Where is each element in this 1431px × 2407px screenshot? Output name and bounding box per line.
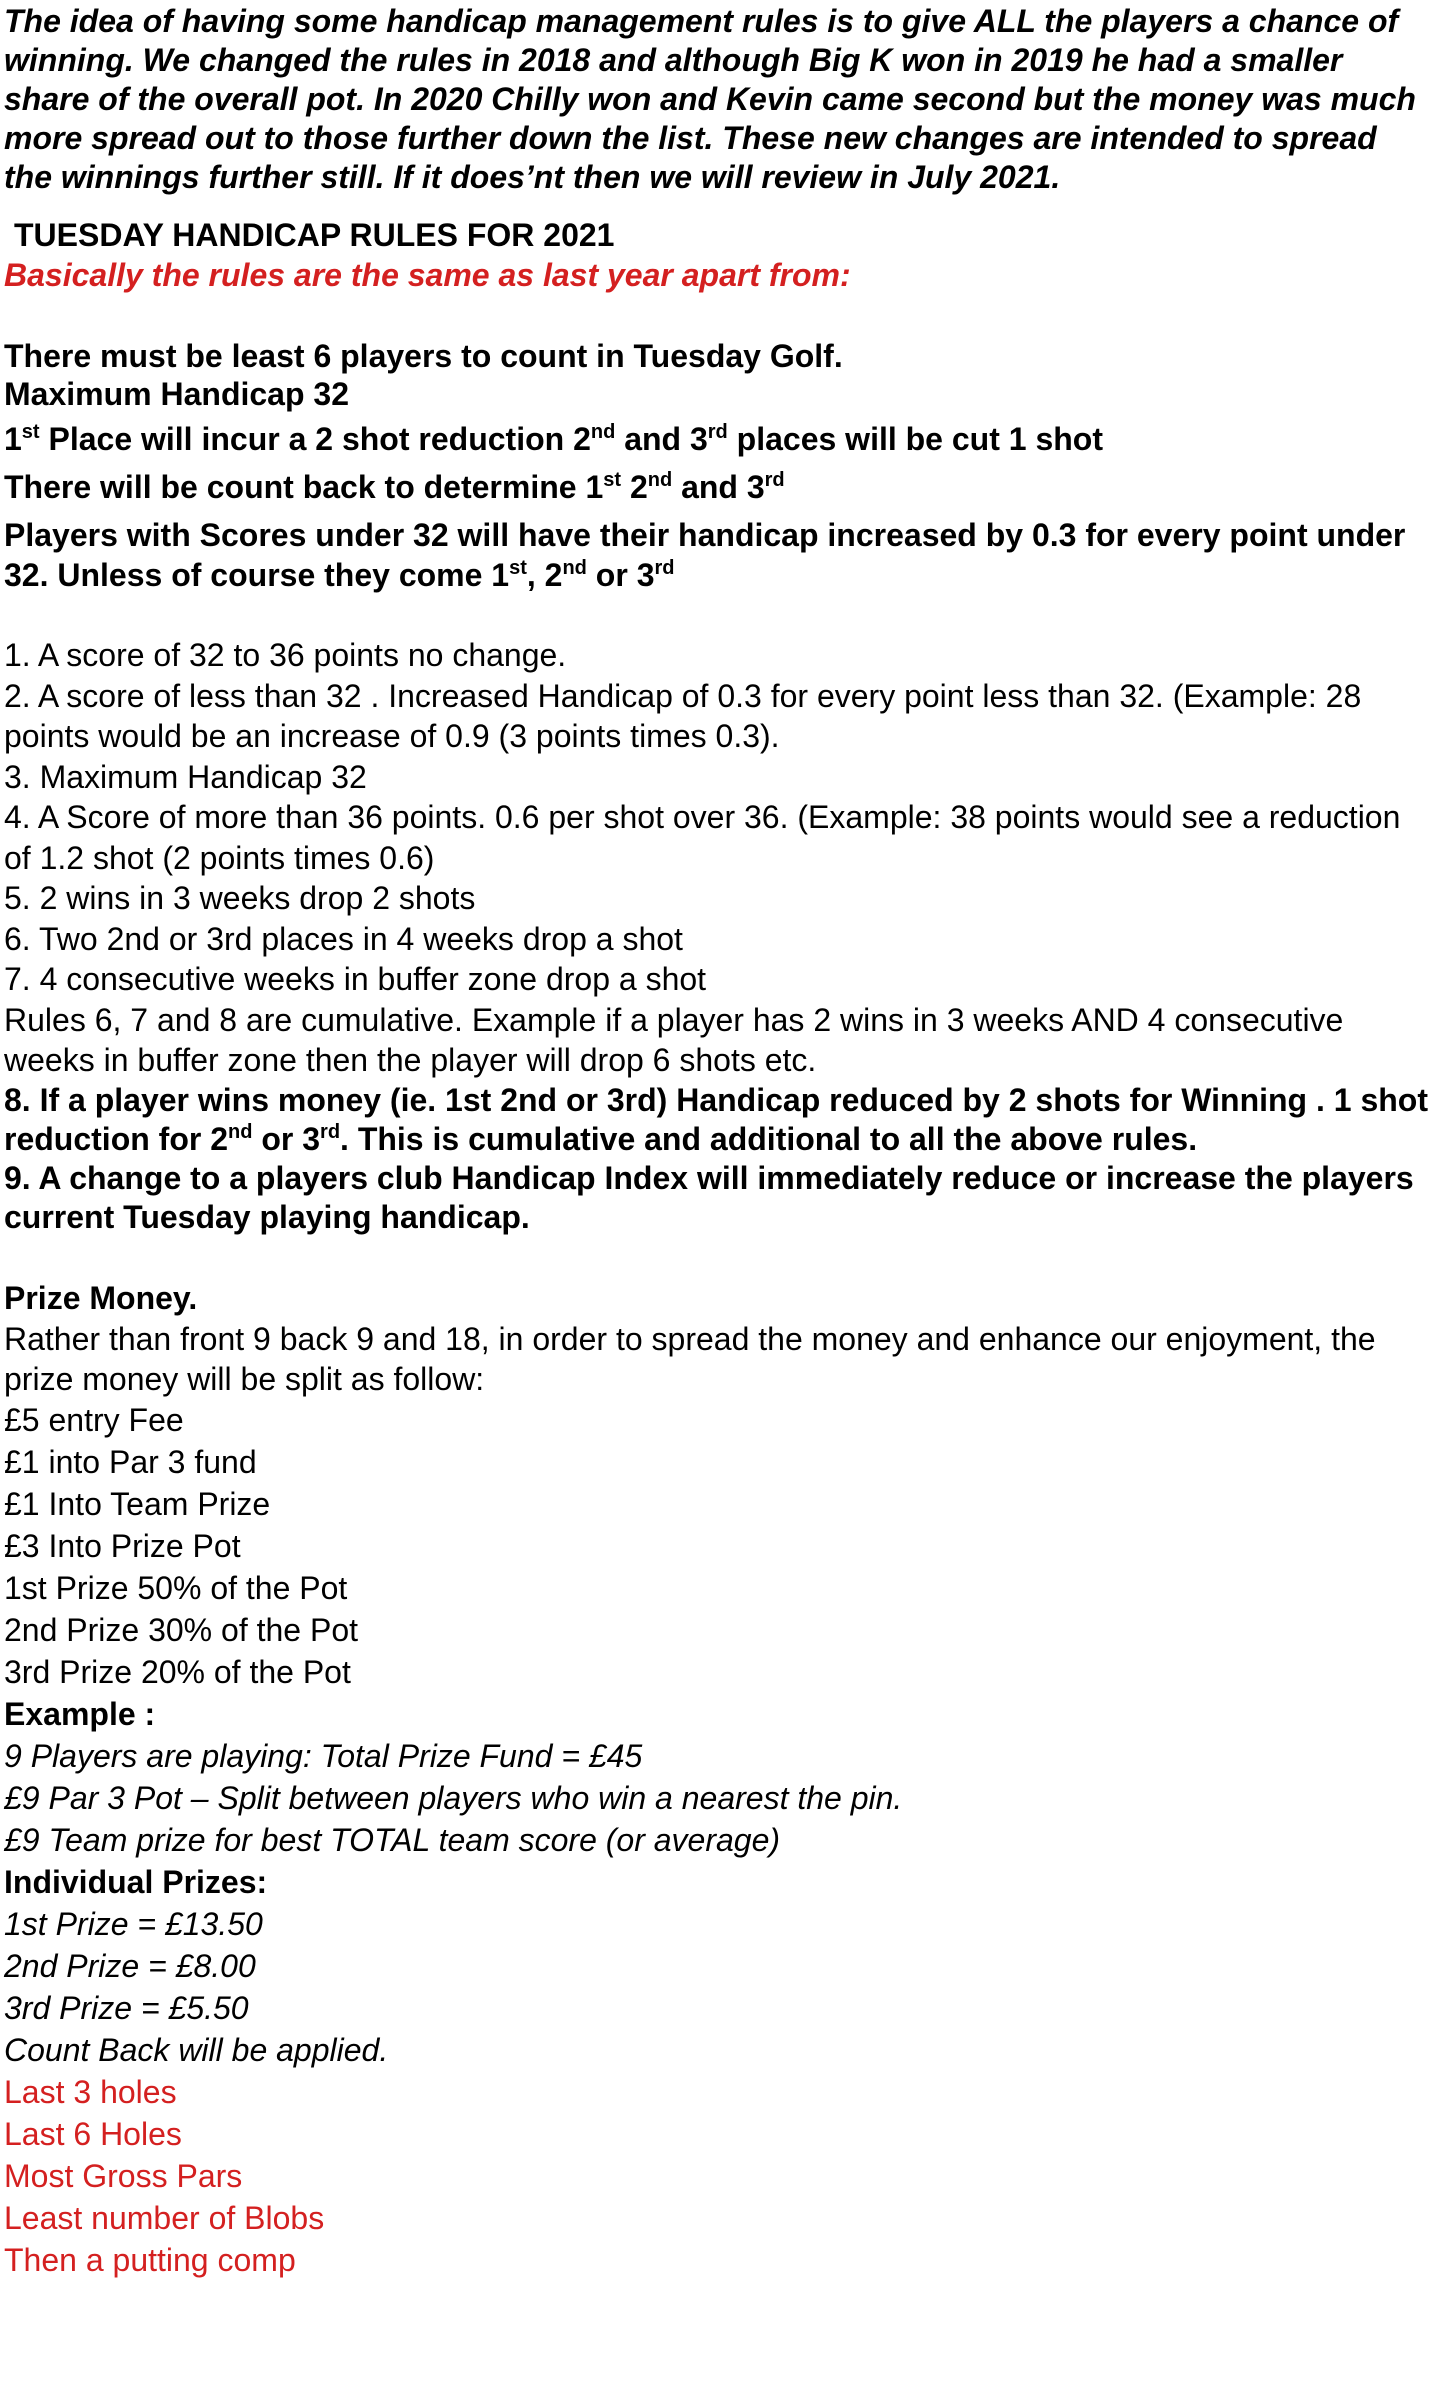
countback-line: Last 3 holes <box>4 2073 177 2110</box>
countback-line: Then a putting comp <box>4 2241 296 2278</box>
rule-max-handicap: Maximum Handicap 32 <box>4 376 349 412</box>
rule-8: 8. If a player wins money (ie. 1st 2nd or 3rd) Handicap reduced by 2 shots for Winning . 1 shot reduction for 2nd or 3rd. This is cumulative and additional to all the above rules. <box>4 1081 1428 1157</box>
prize-heading: Prize Money. <box>4 1279 198 1316</box>
prize-item: 2nd Prize 30% of the Pot <box>4 1611 358 1648</box>
individual-prize-line: 2nd Prize = £8.00 <box>4 1947 256 1984</box>
rule-2: 2. A score of less than 32 . Increased Handicap of 0.3 for every point less than 32. (Example: 28 points would be an increase of 0.9 (3 points times 0.3). <box>4 677 1362 754</box>
countback-line: Least number of Blobs <box>4 2199 325 2236</box>
prize-intro: Rather than front 9 back 9 and 18, in order to spread the money and enhance our enjoyment, the prize money will be split as follow: <box>4 1320 1376 1397</box>
individual-prize-line: Count Back will be applied. <box>4 2031 389 2068</box>
rule-min-players: There must be least 6 players to count in Tuesday Golf. <box>4 338 843 374</box>
rule-5: 5. 2 wins in 3 weeks drop 2 shots <box>4 880 476 916</box>
example-line: £9 Par 3 Pot – Split between players who win a nearest the pin. <box>4 1779 903 1816</box>
rule-7: 7. 4 consecutive weeks in buffer zone drop a shot <box>4 961 707 997</box>
example-line: £9 Team prize for best TOTAL team score (or average) <box>4 1821 781 1858</box>
key-rules <box>4 337 1431 595</box>
prize-item: 3rd Prize 20% of the Pot <box>4 1653 351 1690</box>
page-subtitle: Basically the rules are the same as last year apart from: <box>4 257 851 293</box>
page-title: TUESDAY HANDICAP RULES FOR 2021 <box>14 217 615 253</box>
prize-item: £3 Into Prize Pot <box>4 1527 241 1564</box>
individual-prizes-heading: Individual Prizes: <box>4 1863 268 1900</box>
intro-paragraph: The idea of having some handicap management rules is to give ALL the players a chance of winning. We changed the rules in 2018 and although Big K won in 2019 he had a smaller share of the overall pot. In 2020 Chilly won and Kevin came second but the money was much more spread out to those further down the list. These new changes are intended to spread the winnings further still. If it does’nt then we will review in July 2021. <box>4 3 1416 195</box>
rule-1: 1. A score of 32 to 36 points no change. <box>4 637 567 673</box>
prize-item: £5 entry Fee <box>4 1401 184 1438</box>
prize-item: £1 Into Team Prize <box>4 1485 271 1522</box>
rule-6: 6. Two 2nd or 3rd places in 4 weeks drop a shot <box>4 920 683 957</box>
prize-item: 1st Prize 50% of the Pot <box>4 1569 348 1606</box>
countback-line: Last 6 Holes <box>4 2115 182 2152</box>
rule-count-back: There will be count back to determine 1st 2nd and 3rd <box>4 469 785 505</box>
rules-cumulative-note: Rules 6, 7 and 8 are cumulative. Example if a player has 2 wins in 3 weeks AND 4 consecutive weeks in buffer zone then the player will drop 6 shots etc. <box>4 1001 1344 1078</box>
individual-prize-line: 1st Prize = £13.50 <box>4 1905 263 1942</box>
individual-prize-line: 3rd Prize = £5.50 <box>4 1989 249 2026</box>
prize-item: £1 into Par 3 fund <box>4 1443 257 1480</box>
countback-line: Most Gross Pars <box>4 2157 243 2194</box>
numbered-rules <box>4 635 1431 1237</box>
rule-place-cut: 1st Place will incur a 2 shot reduction 2nd and 3rd places will be cut 1 shot <box>4 421 1103 457</box>
example-line: 9 Players are playing: Total Prize Fund = £45 <box>4 1737 643 1774</box>
rule-4: 4. A Score of more than 36 points. 0.6 per shot over 36. (Example: 38 points would see a reduction of 1.2 shot (2 points times 0.6) <box>4 799 1401 876</box>
prize-money-section <box>4 1277 1431 2281</box>
rule-under-32: Players with Scores under 32 will have their handicap increased by 0.3 for every point under 32. Unless of course they come 1st, 2nd or 3rd <box>4 517 1406 593</box>
rule-3: 3. Maximum Handicap 32 <box>4 758 367 795</box>
example-heading: Example : <box>4 1695 156 1732</box>
rule-9: 9. A change to a players club Handicap Index will immediately reduce or increase the players current Tuesday playing handicap. <box>4 1159 1414 1235</box>
